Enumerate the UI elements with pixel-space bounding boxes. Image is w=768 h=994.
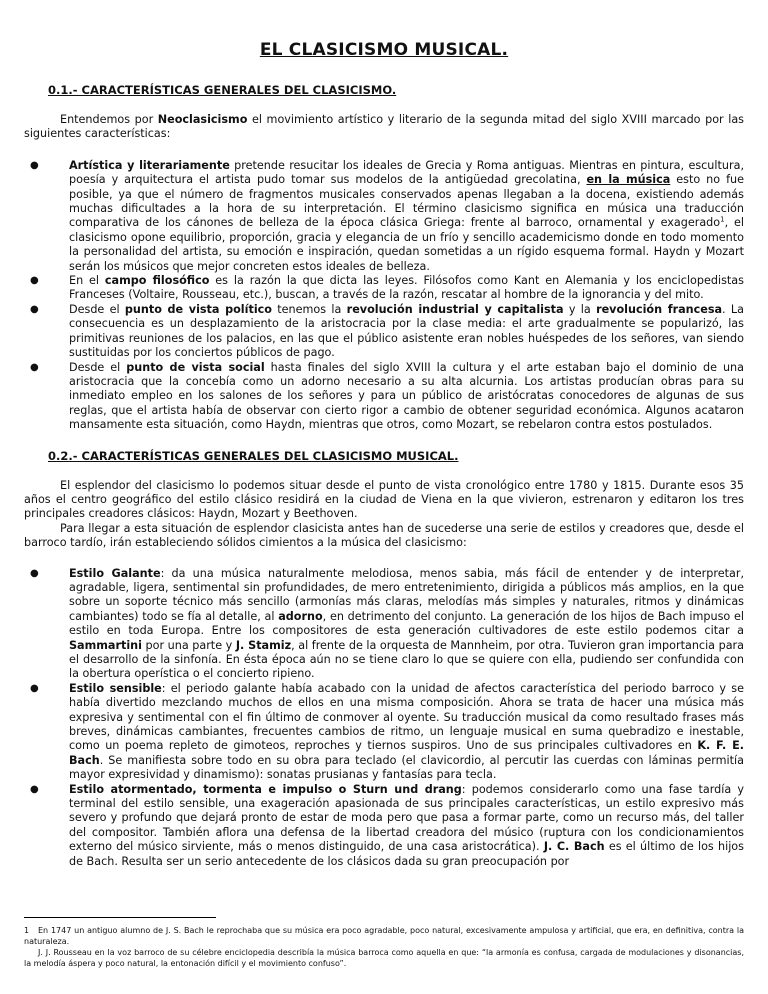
section-heading-2: 0.2.- CARACTERÍSTICAS GENERALES DEL CLASICISMO MUSICAL. [48,448,459,463]
list-item: ● Estilo Galante: da una música naturalmente melodiosa, menos sabia, más fácil de entender y de interpretar, agradable, ligera, sentimental sin profundidades, de mero entretenimiento, dirigida a públicos más amplios, en la que sobre un soporte técnico más sencillo (armonías más claras, melodías más simples y naturales, ritmos y dinámicas cambiantes) todo se fía al detalle, al adorno, en detrimento del conjunto. La generación de los hijos de Bach impuso el estilo en toda Europa. Entre los compositores de esta generación cultivadores de este estilo podemos citar a Sammartini por una parte y J. Stamiz, al frente de la orquesta de Mannheim, por otra. Tuvieron gran importancia para el desarrollo de la sinfonía. En ésta época aún no se tiene claro lo que se quiere con ella, pudiendo ser confundida con la obertura operística o el concierto ripieno. [30,566,745,681]
bullet-icon: ● [30,361,39,373]
list-item: ● Desde el punto de vista político tenemos la revolución industrial y capitalista y la revolución francesa. La consecuencia es un desplazamiento de la aristocracia por la clase media: el arte gradualmente se popularizó, las primitivas reuniones de los palacios, en las que el público asistente eran nobles huéspedes de los señores, van siendo sustituidas por los conciertos públicos de pago. [30,302,744,360]
bullet-icon: ● [30,567,39,579]
neoclassicism-list [24,159,744,433]
bullet-icon: ● [30,159,39,171]
document-page [24,40,744,869]
body-paragraph: El esplendor del clasicismo lo podemos situar desde el punto de vista cronológico entre 1780 y 1815. Durante esos 35 años el centro geográfico del estilo clásico residirá en la ciudad de Viena en la que vivieron, estrenaron y editaron los tres principales creadores clásicos: Haydn, Mozart y Beethoven. [24,478,744,521]
list-item: ● En el campo filosófico es la razón la que dicta las leyes. Filósofos como Kant en Alemania y los enciclopedistas Franceses (Voltaire, Rousseau, etc.), buscan, a través de la razón, rescatar al hombre de la ignorancia y del mito. [30,274,744,302]
list-item: ● Estilo atormentado, tormenta e impulso o Sturn und drang: podemos considerarlo como una fase tardía y terminal del estilo sensible, una exageración apasionada de sus principales características, un estilo expresivo más severo y profundo que dejará pronto de estar de moda pero que pasa a formar parte, como un recurso más, del taller del compositor. También aflora una defensa de la libertad creadora del músico (ruptura con los condicionamientos externo del músico sirviente, más o menos distinguido, de una casa aristocrática). J. C. Bach es el último de los hijos de Bach. Resulta ser un serio antecedente de los clásicos dada su gran preocupación por [30,782,744,868]
footnote-number: 1 [24,926,30,935]
list-item: ● Estilo sensible: el periodo galante había acabado con la unidad de afectos característica del periodo barroco y se había divertido mezclando muchos de ellos en una misma composición. Ahora se trata de hacer una música más expresiva y sentimental con el fin último de conmover al oyente. Su traducción musical da como resultado frases más breves, dinámicas cambiantes, frecuentes cambios de ritmo, un lenguaje musical en suma quebradizo e inestable, como un poema repleto de gimoteos, reproches y tiernos suspiros. Uno de sus principales cultivadores en K. F. E. Bach. Se manifiesta sobre todo en su obra para teclado (el clavicordio, al percutir las cuerdas con láminas permitía mayor expresividad y dinamismo): sonatas prusianas y fantasías para tecla. [30,681,744,782]
list-item: ● Artística y literariamente pretende resucitar los ideales de Grecia y Roma antiguas. Mientras en pintura, escultura, poesía y arquitectura el artista pudo tomar sus modelos de la antigüedad grecolatina, en la música esto no fue posible, ya que el número de fragmentos musicales conservados apenas llegaban a la docena, existiendo además muchas dificultades a la hora de su interpretación. El término clasicismo significa en música una traducción comparativa de los cánones de belleza de la época clásica Griega: frente al barroco, ornamental y exagerado$^1$, el clasicismo opone equilibrio, proporción, gracia y elegancia de un frío y sencillo academicismo donde en todo momento la personalidad del artista, su emoción e inspiración, quedan sometidas a un rígido esquema formal. Haydn y Mozart serán los músicos que mejor concreten estos ideales de belleza. [30,158,744,273]
list-item: ● Desde el punto de vista social hasta finales del siglo XVIII la cultura y el arte estaban bajo el dominio de una aristocracia que la concebía como un adorno necesario a su alta alcurnia. Los artistas producían obras para su inmediato empleo en los salones de los señores y para un público de aristócratas conocedores de algunas de sus reglas, que el artista había de observar con cierto rigor a cambio de obtener seguridad económica. Algunos acataron mansamente esta situación, como Haydn, mientras que otros, como Mozart, se rebelaron contra estos postulados. [30,360,744,432]
section-heading-1: 0.1.- CARACTERÍSTICAS GENERALES DEL CLASICISMO. [48,83,397,97]
body-paragraph: Para llegar a esta situación de esplendor clasicista antes han de sucederse una serie de estilos y creadores que, desde el barroco tardío, irán estableciendo sólidos cimientos a la música del clasicismo: [24,521,744,550]
footnote-ref[interactable]: 1 [720,215,725,224]
footnote-divider [24,917,216,918]
footnote-text: En 1747 un antiguo alumno de J. S. Bach le reprochaba que su música era poco agradable, poco natural, excesivamente ampulosa y artificial, que era, en definitiva, contra la naturaleza. [24,926,744,946]
footnote-text: J. J. Rousseau en la voz barroco de su célebre enciclopedia describía la música barroca como aquella en que: “la armonía es confusa, cargada de modulaciones y disonancias, la melodía áspera y poco natural, la entonación difícil y el movimiento confuso”. [24,948,744,968]
intro-paragraph: Entendemos por Neoclasicismo el movimiento artístico y literario de la segunda mitad del siglo XVIII marcado por las siguientes características: [24,113,745,141]
bullet-icon: ● [30,275,39,287]
footnote [24,925,744,969]
page-title: EL CLASICISMO MUSICAL. [259,40,509,60]
bullet-icon: ● [30,682,39,694]
bullet-icon: ● [30,783,39,795]
bullet-icon: ● [30,303,39,315]
styles-list [24,567,744,870]
